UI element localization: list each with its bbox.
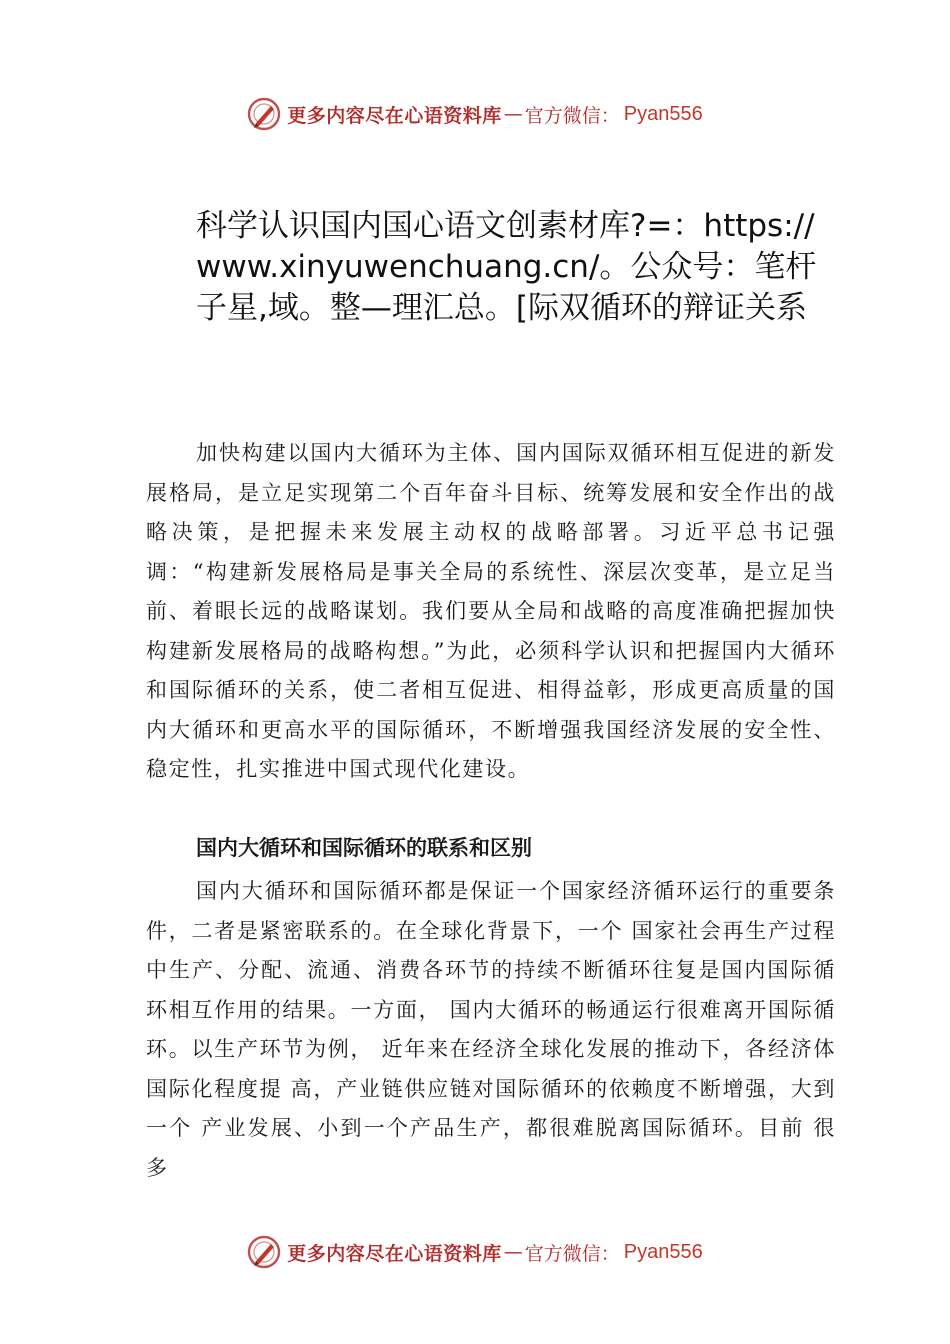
- banner-separator: —: [503, 1241, 523, 1263]
- footer-banner: [0, 1232, 950, 1272]
- banner-separator: —: [503, 103, 523, 125]
- pen-logo-icon: [247, 97, 281, 131]
- document-title: 科学认识国内国心语文创素材库?=：https://www.xinyuwenchuang.cn/。公众号：笔杆子星,域。整—理汇总。[际双循环的辩证关系: [196, 208, 817, 326]
- pen-logo-icon: [247, 1235, 281, 1269]
- banner-text: 更多内容尽在心语资料库: [287, 1242, 502, 1265]
- banner-text: 更多内容尽在心语资料库: [287, 104, 502, 127]
- banner-wechat-label: 官方微信：: [524, 1242, 620, 1265]
- banner-wechat-id: Pyan556: [623, 102, 703, 125]
- paragraph-section-1: 国内大循环和国际循环都是保证一个国家经济循环运行的重要条件，二者是紧密联系的。在全球化背景下，一个 国家社会再生产过程中生产、分配、流通、消费各环节的持续不断循环往复是国内国际循环相互作用的结果。一方面， 国内大循环的畅通运行很难离开国际循环。以生产环节为例， 近年来在经济全球化发展的推动下，各经济体国际化程度提 高，产业链供应链对国际循环的依赖度不断增强，大到一个 产业发展、小到一个产品生产，都很难脱离国际循环。目前 很多: [146, 879, 836, 1180]
- banner-wechat-id: Pyan556: [623, 1240, 703, 1263]
- paragraph-intro: 加快构建以国内大循环为主体、国内国际双循环相互促进的新发展格局，是立足实现第二个百年奋斗目标、统筹发展和安全作出的战略决策，是把握未来发展主动权的战略部署。习近平总书记强调：“构建新发展格局是事关全局的系统性、深层次变革，是立足当前、着眼长远的战略谋划。我们要从全局和战略的高度准确把握加快构建新发展格局的战略构想。”为此，必须科学认识和把握国内大循环和国际循环的关系，使二者相互促进、相得益彰，形成更高质量的国内大循环和更高水平的国际循环，不断增强我国经济发展的安全性、稳定性，扎实推进中国式现代化建设。: [146, 441, 836, 781]
- header-banner: [0, 94, 950, 134]
- banner-wechat-label: 官方微信：: [524, 104, 620, 127]
- section-heading: 国内大循环和国际循环的联系和区别: [196, 836, 532, 860]
